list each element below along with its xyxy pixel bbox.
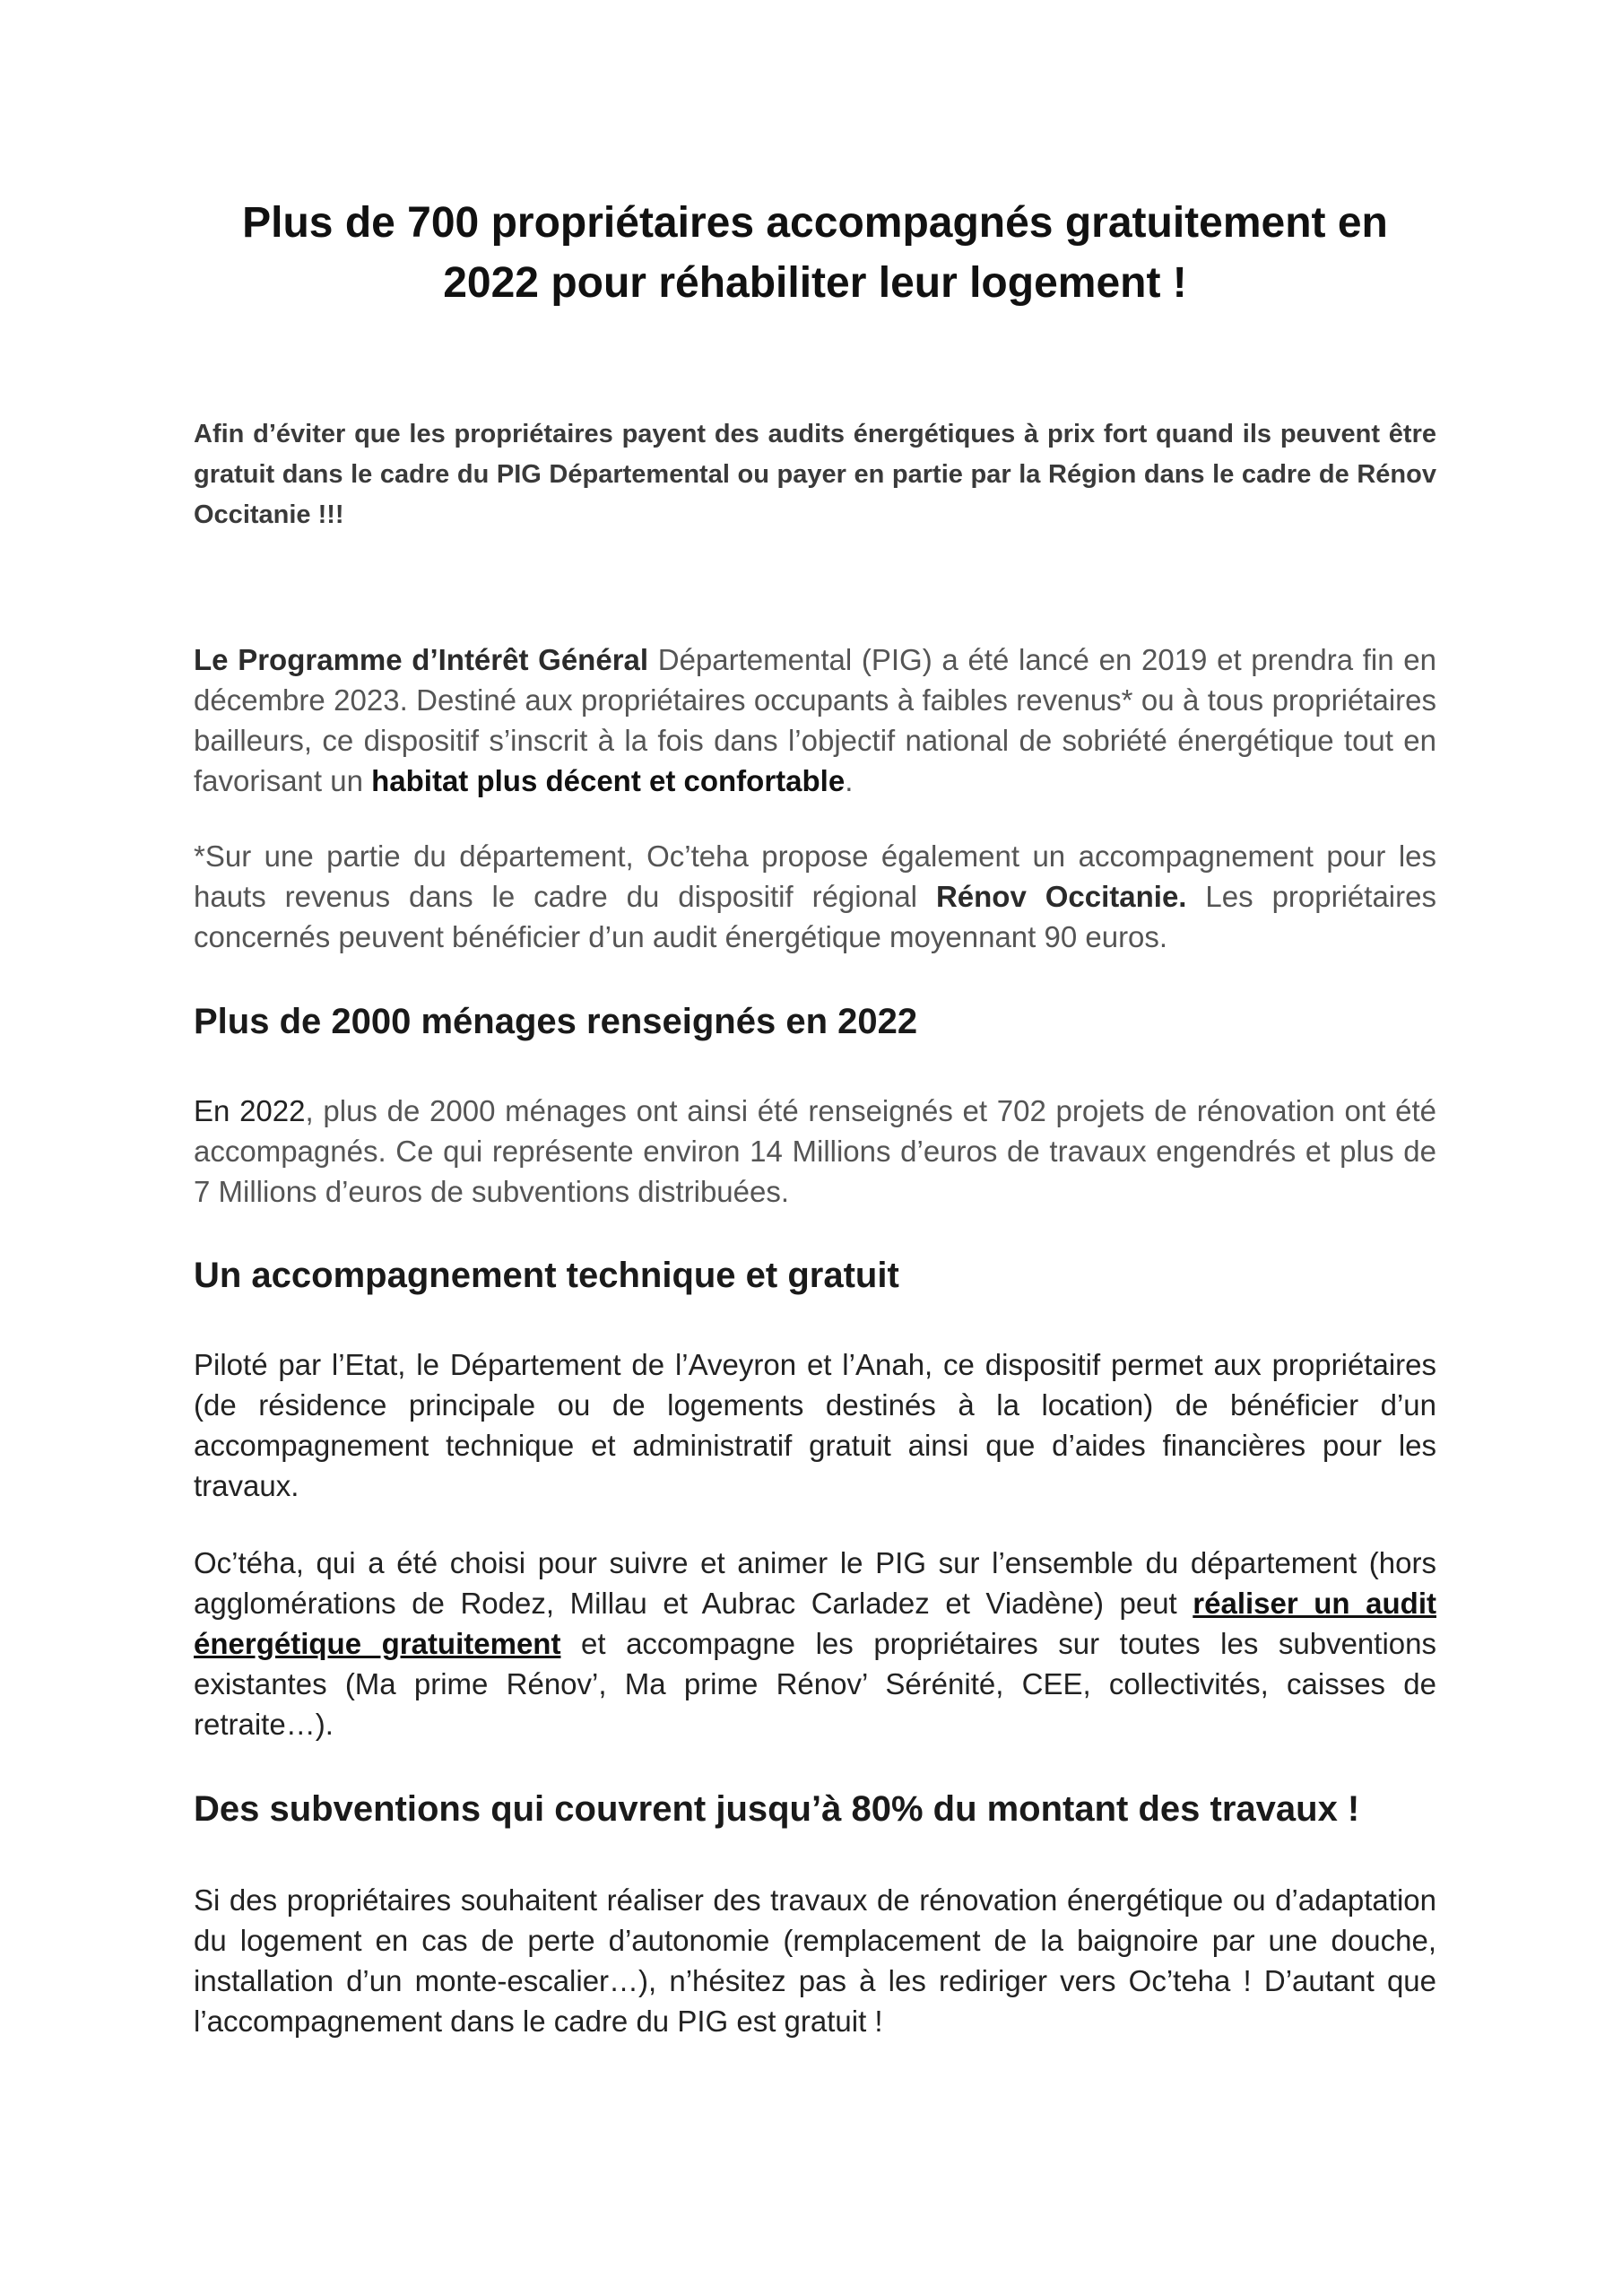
section-1-paragraph [194, 1091, 1436, 1212]
section-2-paragraph-1: Piloté par l’Etat, le Département de l’Aveyron et l’Anah, ce dispositif permet aux propriétaires (de résidence principale ou de logements destinés à la location) de bénéficier d’un accompagnement technique et administratif gratuit ainsi que d’aides financières pour les travaux. [194, 1348, 1436, 1502]
section-1-heading: Plus de 2000 ménages renseignés en 2022 [194, 1002, 918, 1041]
page-title: Plus de 700 propriétaires accompagnés gratuitement en 2022 pour réhabiliter leur logement ! [242, 199, 1388, 307]
pig-text-2: . [845, 764, 854, 797]
section-1-lead: En 2022 [194, 1094, 306, 1127]
note-text-2: Les propriétaires concernés peuvent bénéficier d’un audit énergétique moyennant 90 euros. [194, 880, 1436, 953]
note-bold-renov: Rénov Occitanie. [935, 880, 1187, 913]
intro-paragraph: Afin d’éviter que les propriétaires payent des audits énergétiques à prix fort quand ils peuvent être gratuit dans le cadre du PIG Départemental ou payer en partie par la Région dans le cadre de Rénov Occitanie !!! [194, 420, 1436, 529]
section-3-heading: Des subventions qui couvrent jusqu’à 80% du montant des travaux ! [194, 1789, 1360, 1829]
section-2-text-b: et accompagne les propriétaires sur toutes les subventions existantes (Ma prime Rénov’, Ma prime Rénov’ Sérénité, CEE, collectivités, caisses de retraite…). [194, 1627, 1436, 1741]
pig-text-1: Départemental (PIG) a été lancé en 2019 et prendra fin en décembre 2023. Destiné aux propriétaires occupants à faibles revenus* ou à tous propriétaires bailleurs, ce dispositif s’inscrit à la fois dans l’objectif national de sobriété énergétique tout en favorisant un [194, 643, 1436, 797]
section-2-paragraph-2 [194, 1543, 1436, 1744]
section-2-heading: Un accompagnement technique et gratuit [194, 1256, 899, 1295]
note-paragraph [194, 836, 1436, 957]
section-3-paragraph: Si des propriétaires souhaitent réaliser des travaux de rénovation énergétique ou d’adaptation du logement en cas de perte d’autonomie (remplacement de la baignoire par une douche, installation d’un monte-escalier…), n’hésitez pas à les rediriger vers Oc’teha ! D’autant que l’accompagnement dans le cadre du PIG est gratuit ! [194, 1883, 1436, 2038]
pig-paragraph [194, 639, 1436, 801]
section-2-text-a: Oc’téha, qui a été choisi pour suivre et animer le PIG sur l’ensemble du département (hors agglomérations de Rodez, Millau et Aubrac Carladez et Viadène) peut [194, 1546, 1436, 1620]
section-1-text: , plus de 2000 ménages ont ainsi été renseignés et 702 projets de rénovation ont été accompagnés. Ce qui représente environ 14 Millions d’euros de travaux engendrés et plus de 7 Millions d’euros de subventions distribuées. [194, 1094, 1436, 1208]
pig-bold-lead: Le Programme d’Intérêt Général [194, 643, 649, 676]
note-text-1: *Sur une partie du département, Oc’teha propose également un accompagnement pour les hauts revenus dans le cadre du dispositif régional [194, 839, 1436, 913]
audit-link-text: réaliser un audit énergétique gratuitement [194, 1587, 1436, 1660]
pig-bold-habitat: habitat plus décent et confortable [371, 764, 846, 797]
